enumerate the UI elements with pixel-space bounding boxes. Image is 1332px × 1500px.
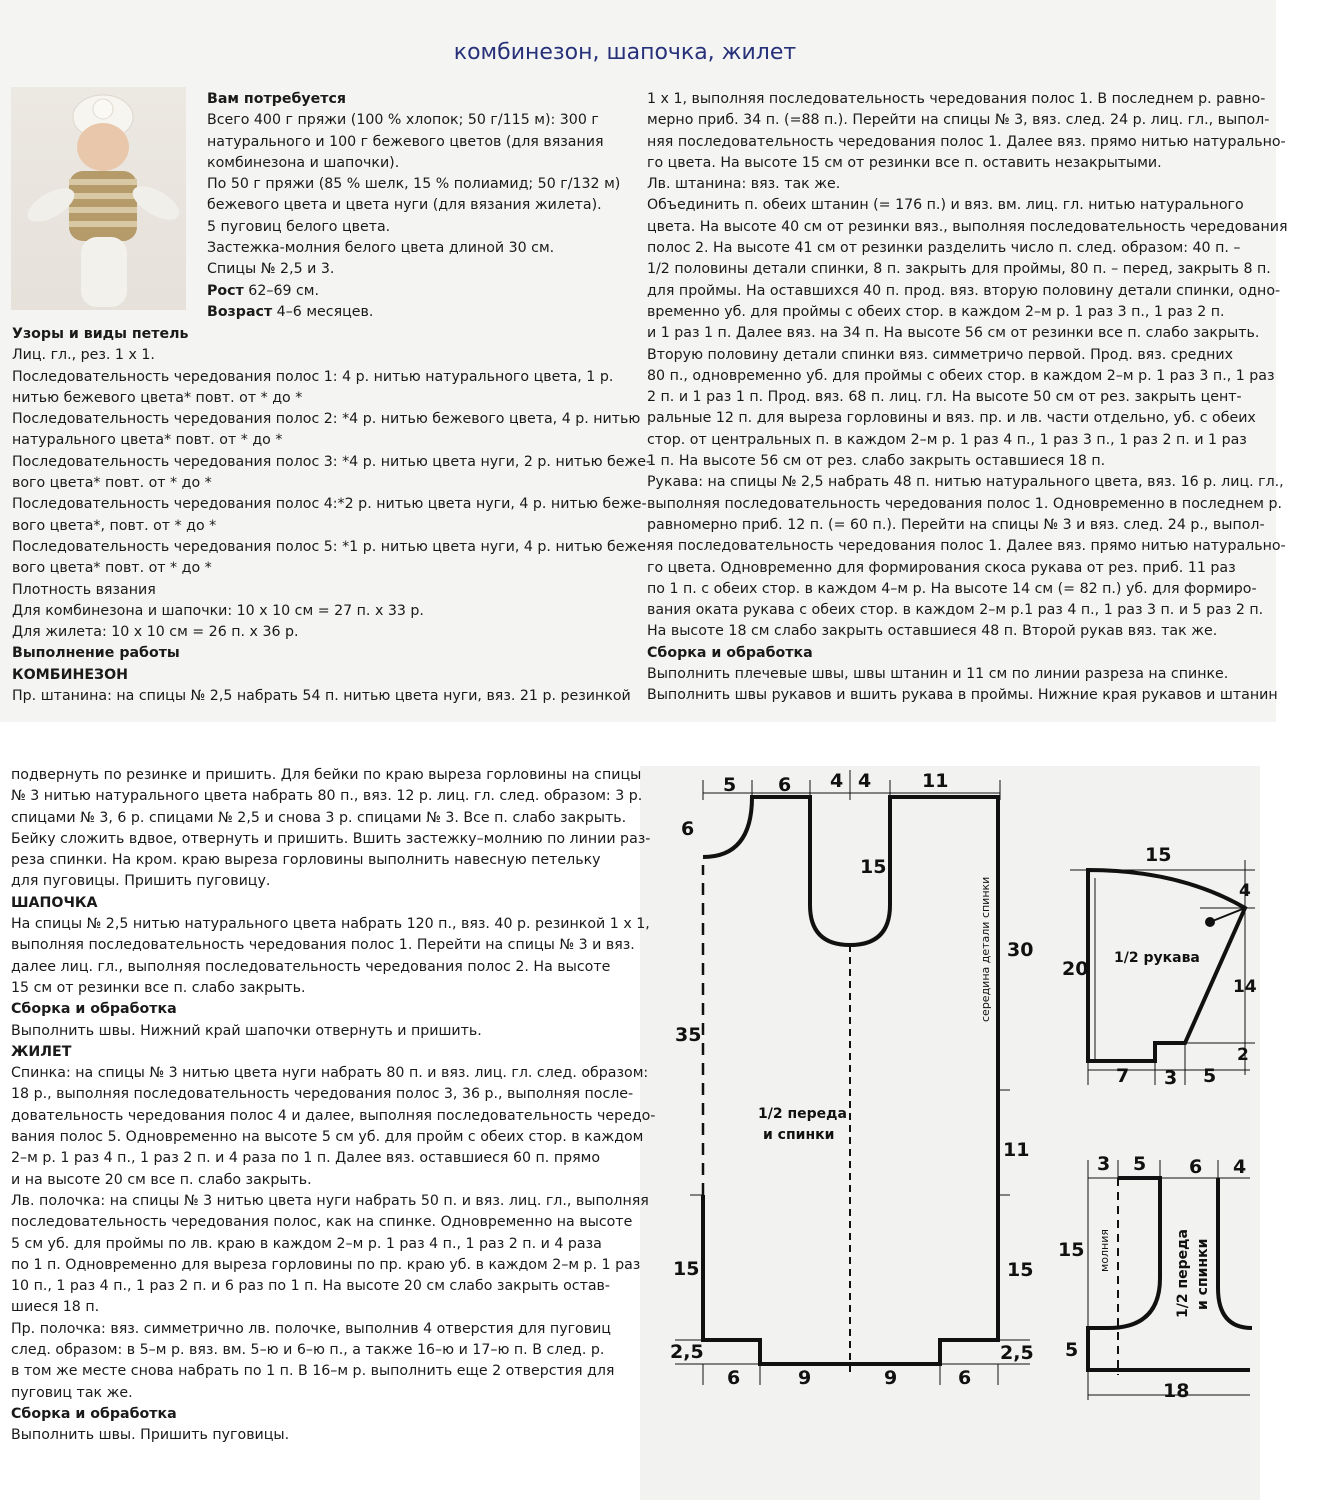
right-line: полос 2. На высоте 41 см от резинки разделить число п. след. образом: 40 п. – bbox=[647, 240, 1241, 257]
right-line: ральные 12 п. для выреза горловины и вяз. пр. и лв. части отдельно, уб. с обеих bbox=[647, 410, 1256, 427]
materials-line: бежевого цвета и цвета нуги (для вязания жилета). bbox=[207, 197, 602, 214]
vest-line: вания полос 5. Одновременно на высоте 5 см уб. для пройм с обеих стор. в каждом bbox=[11, 1129, 644, 1146]
patterns-line: Последовательность чередования полос 3: *4 р. нитью цвета нуги, 2 р. нитью беже- bbox=[12, 453, 652, 470]
dim-label: 4 bbox=[858, 770, 872, 792]
lower-line: для пуговицы. Пришить пуговицу. bbox=[11, 873, 271, 890]
hat-line: На спицы № 2,5 нитью натурального цвета набрать 120 п., вяз. 40 р. резинкой 1 x 1, bbox=[11, 916, 650, 933]
hat-assembly-heading: Сборка и обработка bbox=[11, 1001, 177, 1018]
dim-label: 15 bbox=[1145, 844, 1172, 866]
dim-label: 9 bbox=[798, 1367, 812, 1389]
hat-line: выполняя последовательность чередования полос 1. Перейти на спицы № 3 и вяз. bbox=[11, 937, 635, 954]
dim-label: 11 bbox=[1003, 1139, 1030, 1161]
dim-label: 15 bbox=[673, 1258, 700, 1280]
dim-label: 14 bbox=[1233, 977, 1257, 997]
piece-label: 1/2 рукава bbox=[1114, 950, 1200, 966]
vest-outline bbox=[1088, 1178, 1250, 1370]
vest-line: Пр. полочка: вяз. симметрично лв. полочке, выполнив 4 отверстия для пуговиц bbox=[11, 1320, 611, 1337]
sleeve-diagram bbox=[1062, 844, 1257, 1089]
right-line: Вторую половину детали спинки вяз. симметричо первой. Прод. вяз. средних bbox=[647, 346, 1234, 363]
assembly-line: Выполнить швы рукавов и вшить рукава в проймы. Нижние края рукавов и штанин bbox=[647, 687, 1278, 704]
piece-label: и спинки bbox=[763, 1127, 835, 1143]
dim-label: 7 bbox=[1116, 1065, 1130, 1087]
dim-label: 6 bbox=[1189, 1156, 1203, 1178]
dim-label: 5 bbox=[723, 774, 737, 796]
dim-label: 4 bbox=[830, 770, 844, 792]
patterns-line: Для жилета: 10 x 10 см = 26 п. x 36 р. bbox=[12, 624, 299, 641]
patterns-line: нитью бежевого цвета* повт. от * до * bbox=[12, 389, 303, 406]
dim-label: 30 bbox=[1007, 939, 1034, 961]
lower-line: реза спинки. На кром. краю выреза горловины выполнить навесную петельку bbox=[11, 852, 601, 869]
vest-armhole bbox=[1218, 1178, 1252, 1328]
dim-label: 15 bbox=[1058, 1239, 1085, 1261]
materials-line: По 50 г пряжи (85 % шелк, 15 % полиамид; 50 г/132 м) bbox=[207, 176, 621, 193]
vest-heading: ЖИЛЕТ bbox=[11, 1043, 72, 1060]
dim-label: 5 bbox=[1065, 1339, 1079, 1361]
lower-line: № 3 нитью натурального цвета набрать 80 п., вяз. 12 р. лиц. гл. след. образом: 3 р. bbox=[11, 788, 643, 805]
vest-line: последовательность чередования полос, как на спинке. Одновременно на высоте bbox=[11, 1214, 633, 1231]
patterns-line: Последовательность чередования полос 4:*2 р. нитью цвета нуги, 4 р. нитью беже- bbox=[12, 496, 647, 513]
right-line: цвета. На высоте 40 см от резинки вяз., выполняя последовательность чередования bbox=[647, 218, 1288, 235]
dim-label: 9 bbox=[884, 1367, 898, 1389]
patterns-line: натурального цвета* повт. от * до * bbox=[12, 432, 283, 449]
dim-label: 35 bbox=[675, 1024, 702, 1046]
vest-line: пуговиц так же. bbox=[11, 1384, 133, 1401]
right-line: стор. от центральных п. в каждом 2–м р. 1 раз 4 п., 1 раз 3 п., 1 раз 2 п. и 1 раз bbox=[647, 431, 1247, 448]
patterns-line: Лиц. гл., рез. 1 x 1. bbox=[12, 347, 155, 364]
vest-line: 2–м р. 1 раз 4 п., 1 раз 2 п. и 4 раза по 1 п. Далее вяз. оставшиеся 60 п. прямо bbox=[11, 1150, 601, 1167]
patterns-line: Для комбинезона и шапочки: 10 x 10 см = 27 п. x 33 р. bbox=[12, 602, 424, 619]
age-value: 4–6 месяцев. bbox=[272, 303, 374, 320]
patterns-last-line: Пр. штанина: на спицы № 2,5 набрать 54 п. нитью цвета нуги, вяз. 21 р. резинкой bbox=[12, 688, 631, 705]
hat-line: далее лиц. гл., выполняя последовательность чередования полос 2. На высоте bbox=[11, 958, 611, 975]
right-line: выполняя последовательность чередования полос 1. Одновременно в последнем р. bbox=[647, 495, 1283, 512]
vest-line: след. образом: в 5–м р. вяз. вм. 5–ю и 6–ю п., а также 16–ю и 17–ю п. В след. р. bbox=[11, 1342, 605, 1359]
dim-label: 4 bbox=[1239, 881, 1251, 901]
materials-line: Всего 400 г пряжи (100 % хлопок; 50 г/115 м): 300 г bbox=[207, 112, 599, 129]
materials-line: 5 пуговиц белого цвета. bbox=[207, 218, 391, 235]
right-line: 2 п. и 1 раз 1 п. Прод. вяз. 68 п. лиц. гл. На высоте 50 см от рез. закрыть цент- bbox=[647, 389, 1242, 406]
right-line: го цвета. Одновременно для формирования скоса рукава от рез. приб. 11 раз bbox=[647, 559, 1236, 576]
assembly-heading: Сборка и обработка bbox=[647, 644, 813, 661]
patterns-line: вого цвета* повт. от * до * bbox=[12, 560, 212, 577]
right-line: 80 п., одновременно уб. для проймы с обеих стор. в каждом 2–м р. 1 раз 3 п., 1 раз bbox=[647, 367, 1275, 384]
right-line: 1 x 1, выполняя последовательность чередования полос 1. В последнем р. равно- bbox=[647, 91, 1266, 107]
patterns-line: Последовательность чередования полос 5: *1 р. нитью цвета нуги, 4 р. нитью беже- bbox=[12, 538, 652, 555]
materials-line: натурального и 100 г бежевого цветов (для вязания bbox=[207, 133, 604, 150]
size-value: 62–69 см. bbox=[243, 282, 320, 299]
vest-line: 18 р., выполняя последовательность чередования полос 3, 36 р., выполняя после- bbox=[11, 1086, 634, 1103]
hat-line: 15 см от резинки все п. слабо закрыть. bbox=[11, 979, 306, 996]
vest-assembly-line: Выполнить швы. Пришить пуговицы. bbox=[11, 1427, 290, 1444]
patterns-line: вого цвета* повт. от * до * bbox=[12, 475, 212, 492]
vest-line: и на высоте 20 см все п. слабо закрыть. bbox=[11, 1171, 312, 1188]
right-line: временно уб. для проймы с обеих стор. в каждом 2–м р. 1 раз 3 п., 1 раз 2 п. bbox=[647, 303, 1225, 320]
lower-line: Бейку сложить вдвое, отвернуть и пришить. Вшить застежку–молнию по линии раз- bbox=[11, 830, 651, 847]
right-line: Объединить п. обеих штанин (= 176 п.) и вяз. вм. лиц. гл. нитью натурального bbox=[647, 197, 1244, 214]
vest-line: 5 см уб. для проймы по лв. краю в каждом 2–м р. 1 раз 4 п., 1 раз 2 п. и 4 раза bbox=[11, 1235, 602, 1252]
vest-diagram bbox=[1007, 1153, 1252, 1402]
dim-label: 15 bbox=[1007, 1259, 1034, 1281]
zipper-label: молния bbox=[1098, 1228, 1111, 1272]
right-line: равномерно приб. 12 п. (= 60 п.). Перейти на спицы № 3 и вяз. след. 24 р., выпол- bbox=[647, 516, 1265, 533]
piece-label: 1/2 переда bbox=[1175, 1229, 1191, 1318]
right-line: для проймы. На оставшихся 40 п. прод. вяз. вторую половину детали спинки, одно- bbox=[647, 282, 1281, 299]
patterns-heading: Узоры и виды петель bbox=[12, 326, 189, 342]
size-label: Рост bbox=[207, 282, 244, 299]
right-line: Рукава: на спицы № 2,5 набрать 48 п. нитью натурального цвета, вяз. 16 р. лиц. гл., bbox=[647, 474, 1284, 491]
right-line: мерно приб. 34 п. (=88 п.). Перейти на спицы № 3, вяз. след. 24 р. лиц. гл., выпол- bbox=[647, 112, 1270, 129]
dim-label: 5 bbox=[1133, 1153, 1147, 1175]
materials-line: Спицы № 2,5 и 3. bbox=[207, 261, 335, 278]
dim-label: 2,5 bbox=[670, 1341, 704, 1363]
vest-assembly-heading: Сборка и обработка bbox=[11, 1405, 177, 1422]
right-line: вания оката рукава с обеих стор. в каждом 2–м р.1 раз 4 п., 1 раз 3 п. и 5 раз 2 п. bbox=[647, 602, 1264, 619]
dim-label: 4 bbox=[1233, 1156, 1247, 1178]
dim-label: 20 bbox=[1062, 958, 1089, 980]
vest-line: в том же месте снова набрать по 1 п. В 16–м р. выполнить еще 2 отверстия для bbox=[11, 1363, 615, 1380]
piece-label: 1/2 переда bbox=[758, 1106, 847, 1122]
patterns-line: Последовательность чередования полос 1: 4 р. нитью натурального цвета, 1 р. bbox=[12, 368, 614, 385]
patterns-line: Последовательность чередования полос 2: *4 р. нитью бежевого цвета, 4 р. нитью bbox=[12, 411, 641, 428]
materials-heading: Вам потребуется bbox=[207, 91, 346, 107]
piece-label: и спинки bbox=[1195, 1238, 1211, 1310]
assembly-line: Выполнить плечевые швы, швы штанин и 11 см по линии разреза на спинке. bbox=[647, 666, 1229, 683]
dim-label: 2 bbox=[1237, 1045, 1249, 1065]
main-pattern-diagram bbox=[670, 770, 1034, 1389]
dim-label: 6 bbox=[778, 774, 792, 796]
hat-assembly-line: Выполнить швы. Нижний край шапочки отвернуть и пришить. bbox=[11, 1022, 482, 1039]
dim-label: 5 bbox=[1203, 1065, 1217, 1087]
vest-line: шиеся 18 п. bbox=[11, 1299, 100, 1316]
right-line: На высоте 18 см слабо закрыть оставшиеся 48 п. Второй рукав вяз. так же. bbox=[647, 623, 1218, 640]
dim-label: 2,5 bbox=[1000, 1342, 1034, 1364]
right-line: няя последовательность чередования полос 1. Далее вяз. прямо нитью натурально- bbox=[647, 133, 1286, 150]
right-line: и 1 раз 1 п. Далее вяз. на 34 п. На высоте 56 см от резинки все п. слабо закрыть. bbox=[647, 325, 1260, 342]
dim-label: 6 bbox=[727, 1367, 741, 1389]
overall-heading: КОМБИНЕЗОН bbox=[12, 666, 129, 683]
right-line: го цвета. На высоте 15 см от резинки все п. оставить незакрытыми. bbox=[647, 154, 1162, 171]
vest-line: Спинка: на спицы № 3 нитью цвета нуги набрать 80 п. и вяз. лиц. гл. след. образом: bbox=[11, 1065, 649, 1082]
center-line-label: середина детали спинки bbox=[979, 876, 992, 1022]
dim-label: 3 bbox=[1097, 1153, 1111, 1175]
patterns-line: вого цвета*, повт. от * до * bbox=[12, 517, 217, 534]
lower-line: спицами № 3, 6 р. спицами № 2,5 и снова 3 р. спицами № 3. Все п. слабо закрыть. bbox=[11, 809, 627, 826]
dim-label: 6 bbox=[681, 818, 695, 840]
vest-line: Лв. полочка: на спицы № 3 нитью цвета нуги набрать 50 п. и вяз. лиц. гл., выполняя bbox=[11, 1192, 649, 1209]
right-line: 1 п. На высоте 56 см от рез. слабо закрыть оставшиеся 18 п. bbox=[647, 453, 1106, 470]
materials-line: Застежка-молния белого цвета длиной 30 см. bbox=[207, 240, 555, 257]
dim-label: 18 bbox=[1163, 1380, 1190, 1402]
work-heading: Выполнение работы bbox=[12, 645, 180, 662]
dim-label: 15 bbox=[860, 856, 887, 878]
dim-label: 3 bbox=[1164, 1067, 1178, 1089]
right-line: 1/2 половины детали спинки, 8 п. закрыть для проймы, 80 п. – перед, закрыть 8 п. bbox=[647, 261, 1271, 278]
materials-line: комбинезона и шапочки). bbox=[207, 154, 400, 171]
vest-line: довательность чередования полос 4 и далее, выполняя последовательность чередо- bbox=[11, 1107, 656, 1124]
right-line: Лв. штанина: вяз. так же. bbox=[647, 176, 841, 193]
page-title: комбинезон, шапочка, жилет bbox=[453, 40, 797, 65]
right-line: по 1 п. с обеих стор. в каждом 4–м р. На высоте 14 см (= 82 п.) уб. для формиро- bbox=[647, 580, 1257, 597]
hat-heading: ШАПОЧКА bbox=[11, 894, 98, 911]
vest-line: 10 п., 1 раз 4 п., 1 раз 2 п. и 6 раз по 1 п. На высоте 20 см слабо закрыть остав- bbox=[11, 1278, 611, 1295]
vest-line: по 1 п. Одновременно для выреза горловины по пр. краю уб. в каждом 2–м р. 1 раз bbox=[11, 1256, 641, 1273]
lower-line: подвернуть по резинке и пришить. Для бейки по краю выреза горловины на спицы bbox=[11, 767, 642, 783]
dim-label: 11 bbox=[922, 770, 949, 792]
age-label: Возраст bbox=[207, 303, 273, 320]
right-line: няя последовательность чередования полос 1. Далее вяз. прямо нитью натурально- bbox=[647, 538, 1286, 555]
dim-label: 6 bbox=[958, 1367, 972, 1389]
patterns-line: Плотность вязания bbox=[12, 581, 156, 598]
